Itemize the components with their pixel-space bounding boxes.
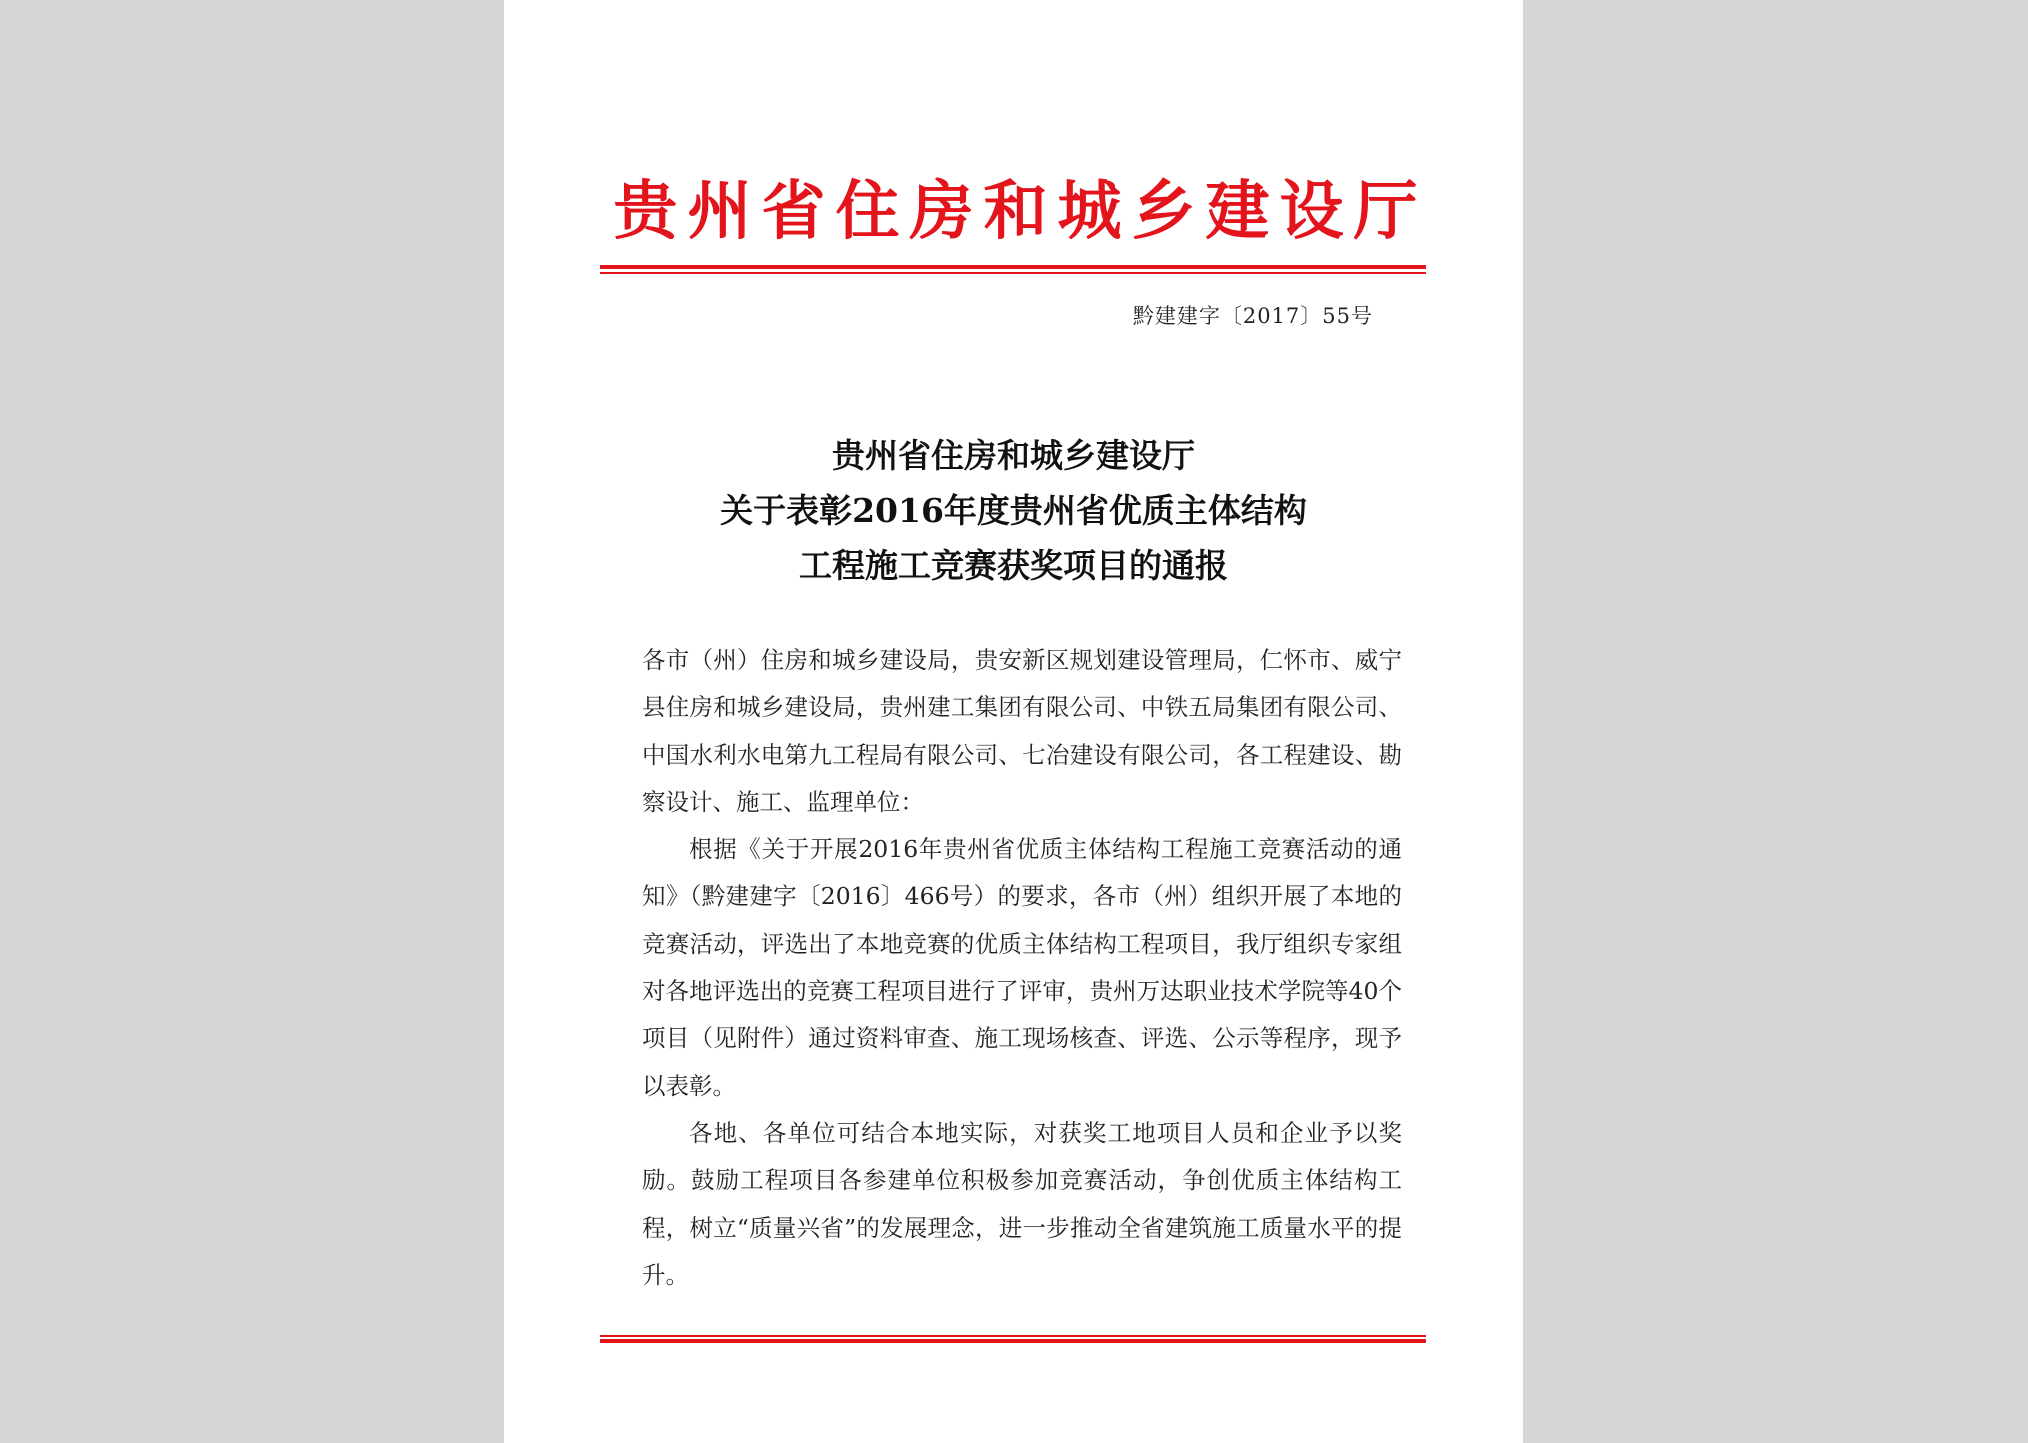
footer-divider-thin [600,1335,1426,1337]
document-page [504,0,1523,1443]
document-number: 黔建建字〔2017〕55号 [1132,304,1373,328]
letterhead-divider-thin [600,272,1426,274]
body-paragraph-1: 根据《关于开展2016年贵州省优质主体结构工程施工竞赛活动的通知》（黔建建字〔2016〕466号）的要求，各市（州）组织开展了本地的竞赛活动，评选出了本地竞赛的优质主体结构工程项目，我厅组织专家组对各地评选出的竞赛工程项目进行了评审，贵州万达职业技术学院等40个项目（见附件）通过资料审查、施工现场核查、评选、公示等程序，现予以表彰。 [642,835,1402,1100]
title-line-3: 工程施工竞赛获奖项目的通报 [799,546,1228,585]
letterhead-divider-thick [600,265,1426,269]
document-body [642,637,1402,1299]
document-title [504,428,1523,593]
letterhead-title: 贵州省住房和城乡建设厅 [613,175,1428,249]
footer-divider-thick [600,1339,1426,1343]
body-paragraph-2: 各地、各单位可结合本地实际，对获奖工地项目人员和企业予以奖励。鼓励工程项目各参建单位积极参加竞赛活动，争创优质主体结构工程，树立“质量兴省”的发展理念，进一步推动全省建筑施工质量水平的提升。 [642,1118,1402,1289]
title-line-2: 关于表彰2016年度贵州省优质主体结构 [720,491,1307,530]
addressee-paragraph: 各市（州）住房和城乡建设局，贵安新区规划建设管理局，仁怀市、威宁县住房和城乡建设局，贵州建工集团有限公司、中铁五局集团有限公司、中国水利水电第九工程局有限公司、七冶建设有限公司，各工程建设、勘察设计、施工、监理单位： [642,646,1402,816]
title-line-1: 贵州省住房和城乡建设厅 [832,436,1195,475]
